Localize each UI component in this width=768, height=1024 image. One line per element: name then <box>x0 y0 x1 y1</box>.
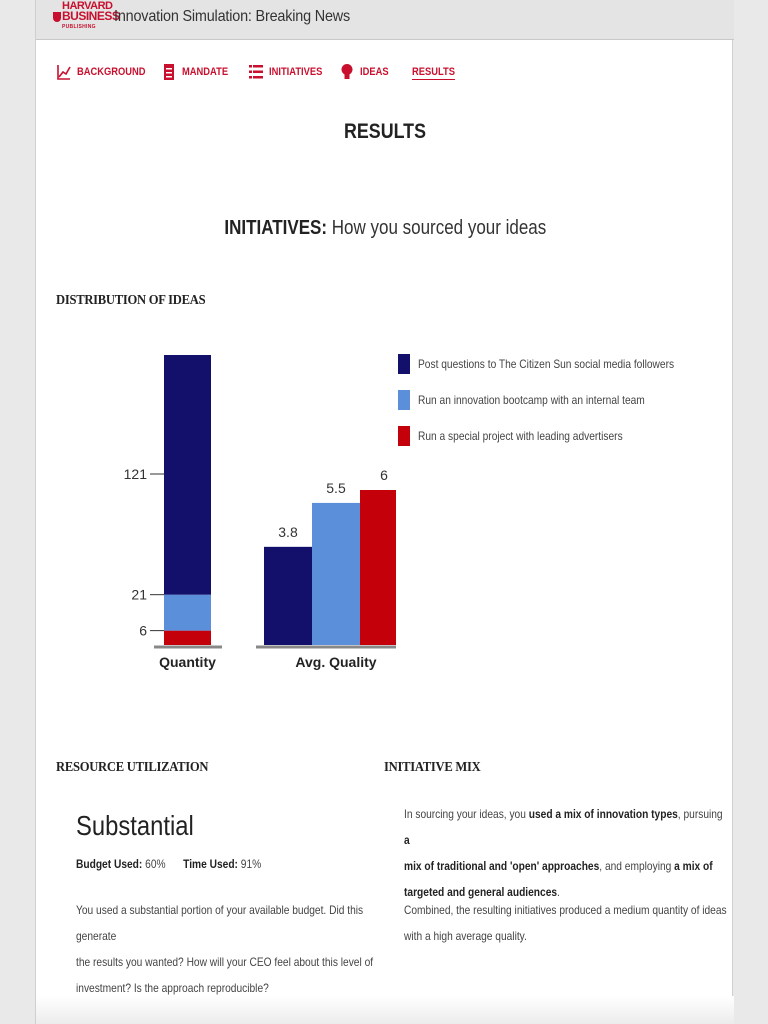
quality-bar <box>264 547 312 645</box>
quantity-tick-label: 6 <box>139 622 147 639</box>
quantity-tick-label: 121 <box>123 466 147 482</box>
resource-line: the results you wanted? How will your CEO feel about this level of <box>76 955 374 969</box>
section-heading-rest: How you sourced your ideas <box>326 217 546 239</box>
quantity-bar-segment <box>164 595 211 631</box>
quality-bar <box>312 503 360 645</box>
lightbulb-icon <box>339 62 355 82</box>
logo-line-3: PUBLISHING <box>62 24 96 30</box>
legend-label: Post questions to The Citizen Sun social media followers <box>418 357 675 371</box>
legend-item <box>398 390 719 426</box>
section-heading <box>36 217 734 240</box>
quantity-bar-segment <box>164 355 211 595</box>
logo-line-1: HARVARD <box>62 0 113 12</box>
resource-line: investment? Is the approach reproducible? <box>76 981 269 995</box>
legend-label: Run an innovation bootcamp with an internal team <box>418 393 645 407</box>
mix-text-bold: a mix of <box>674 859 713 873</box>
bottom-band <box>36 996 734 1024</box>
line-chart-icon <box>56 62 72 82</box>
mix-line <box>404 853 727 879</box>
section-heading-bold: INITIATIVES: <box>224 217 327 239</box>
quantity-category-label: Quantity <box>159 654 216 670</box>
legend-item <box>398 426 719 462</box>
resource-description <box>76 897 391 1001</box>
nav-label: IDEAS <box>360 66 389 78</box>
mix-summary-line: with a high average quality. <box>404 929 527 943</box>
quality-value-label: 5.5 <box>326 479 346 496</box>
mix-text-bold: a <box>404 833 410 847</box>
mix-text: , and employing <box>599 859 675 873</box>
quality-value-label: 3.8 <box>278 523 298 540</box>
nav-tab-results[interactable] <box>412 58 463 86</box>
distribution-chart <box>76 340 396 690</box>
chart-legend <box>398 354 719 462</box>
mix-summary-line: Combined, the resulting initiatives produced a medium quantity of ideas <box>404 903 727 917</box>
list-icon <box>248 62 264 82</box>
mix-line <box>404 801 727 853</box>
mix-text: In sourcing your ideas, you <box>404 807 529 821</box>
mix-text-bold: used a mix of innovation types <box>528 807 678 821</box>
resource-level: Substantial <box>76 810 194 841</box>
nav-label: RESULTS <box>412 66 455 78</box>
initiative-mix-description <box>404 801 727 905</box>
initiative-mix-title: INITIATIVE MIX <box>384 760 481 775</box>
legend-label: Run a special project with leading advertisers <box>418 429 623 443</box>
quality-bar <box>360 490 396 645</box>
mix-text-bold: targeted and general audiences <box>404 885 558 899</box>
app-title: Innovation Simulation: Breaking News <box>114 8 351 25</box>
app-header <box>36 0 734 40</box>
initiative-mix-summary <box>404 897 727 949</box>
resource-line: You used a substantial portion of your available budget. Did this generate <box>76 903 364 943</box>
nav-tab-initiatives[interactable] <box>248 58 332 86</box>
legend-swatch <box>398 426 410 446</box>
mix-text: . <box>557 885 560 899</box>
legend-swatch <box>398 390 410 410</box>
quantity-bar-segment <box>164 631 211 645</box>
nav-tab-mandate[interactable] <box>161 58 236 86</box>
nav-tab-background[interactable] <box>56 58 158 86</box>
nav-label: MANDATE <box>182 66 229 78</box>
budget-value: 60% <box>145 857 166 871</box>
shield-icon <box>53 12 61 22</box>
logo-line-2: BUSINESS <box>62 9 120 23</box>
quantity-tick-label: 21 <box>131 586 147 603</box>
legend-item <box>398 354 719 390</box>
nav-label: INITIATIVES <box>269 66 323 78</box>
legend-swatch <box>398 354 410 374</box>
app-frame <box>35 0 733 1024</box>
budget-label: Budget Used: <box>76 857 143 871</box>
mix-text-bold: mix of traditional and 'open' approaches <box>404 859 600 873</box>
nav-label: BACKGROUND <box>77 66 146 78</box>
harvard-business-publishing-logo[interactable] <box>52 0 120 35</box>
time-label: Time Used: <box>183 857 238 871</box>
resource-stats <box>76 857 261 871</box>
resource-utilization-title: RESOURCE UTILIZATION <box>56 760 209 775</box>
quality-category-label: Avg. Quality <box>295 654 377 670</box>
time-value: 91% <box>240 857 262 871</box>
mix-text: , pursuing <box>677 807 723 821</box>
document-icon <box>161 62 177 82</box>
page-title: RESULTS <box>344 120 426 143</box>
quality-value-label: 6 <box>380 467 388 483</box>
distribution-title: DISTRIBUTION OF IDEAS <box>56 293 206 308</box>
nav-tab-ideas[interactable] <box>339 58 394 86</box>
main-nav <box>36 58 734 88</box>
